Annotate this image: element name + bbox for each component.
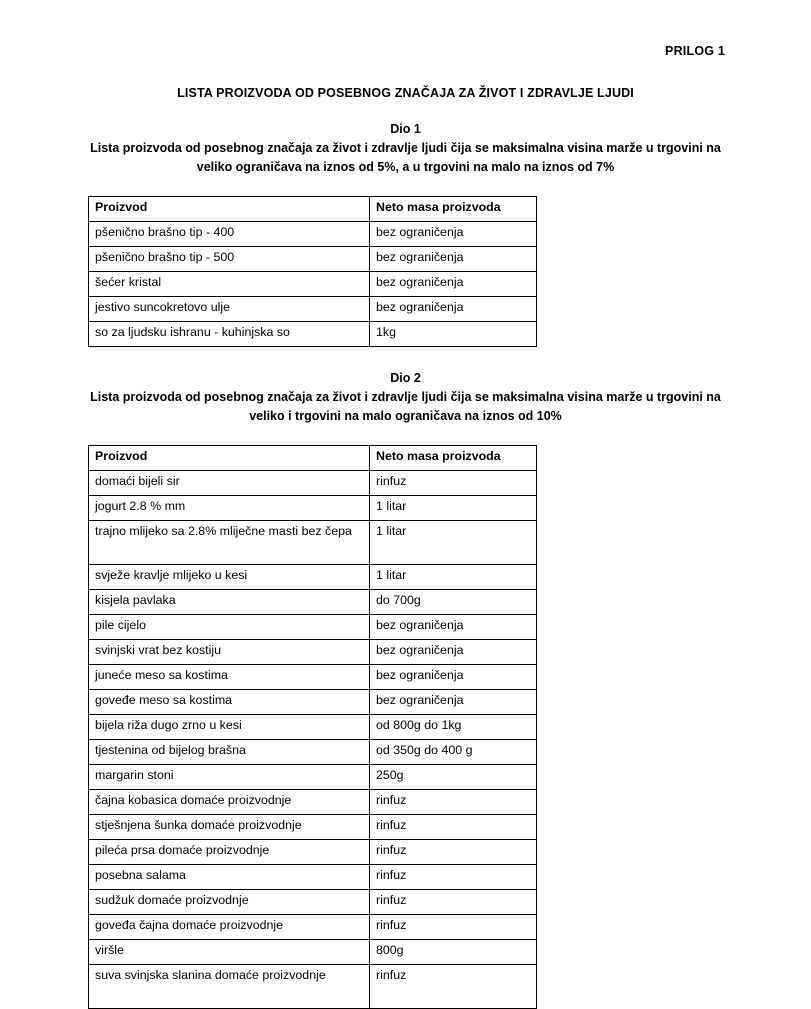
table-row (89, 915, 537, 940)
section-description-2: Lista proizvoda od posebnog značaja za život i zdravlje ljudi čija se maksimalna visina marže u trgovini na veliko i trgovini na malo ograničava na iznos od 10% (90, 390, 721, 423)
cell-net-mass: rinfuz (370, 840, 537, 865)
column-header-product: Proizvod (89, 446, 370, 471)
table-row (89, 322, 537, 347)
table-row (89, 565, 537, 590)
cell-net-mass: rinfuz (370, 890, 537, 915)
cell-product-name: kisjela pavlaka (89, 590, 370, 615)
cell-product-name: viršle (89, 940, 370, 965)
cell-product-name: pšenično brašno tip - 400 (89, 222, 370, 247)
cell-net-mass: bez ograničenja (370, 690, 537, 715)
table-row (89, 690, 537, 715)
section-dio-2 (0, 371, 811, 1009)
cell-net-mass: 1 litar (370, 496, 537, 521)
table-wrapper-2 (0, 445, 811, 1009)
cell-net-mass: rinfuz (370, 815, 537, 840)
annex-label: PRILOG 1 (665, 44, 725, 58)
cell-product-name: svinjski vrat bez kostiju (89, 640, 370, 665)
cell-net-mass: 1 litar (370, 521, 537, 565)
table-row (89, 665, 537, 690)
table-wrapper-1 (0, 196, 811, 347)
cell-product-name: goveđe meso sa kostima (89, 690, 370, 715)
cell-product-name: trajno mlijeko sa 2.8% mliječne masti bez čepa (89, 521, 370, 565)
table-row (89, 590, 537, 615)
cell-product-name: bijela riža dugo zrno u kesi (89, 715, 370, 740)
table-row (89, 615, 537, 640)
column-header-mass: Neto masa proizvoda (370, 197, 537, 222)
cell-product-name: margarin stoni (89, 765, 370, 790)
cell-product-name: so za ljudsku ishranu - kuhinjska so (89, 322, 370, 347)
cell-product-name: pšenično brašno tip - 500 (89, 247, 370, 272)
cell-net-mass: do 700g (370, 590, 537, 615)
table-row (89, 222, 537, 247)
product-table-2 (88, 445, 537, 1009)
table-row (89, 272, 537, 297)
table-row (89, 297, 537, 322)
section-description-1: Lista proizvoda od posebnog značaja za život i zdravlje ljudi čija se maksimalna visina marže u trgovini na veliko ograničava na iznos od 5%, a u trgovini na malo na iznos od 7% (90, 141, 721, 174)
cell-product-name: jestivo suncokretovo ulje (89, 297, 370, 322)
cell-product-name: pile cijelo (89, 615, 370, 640)
cell-net-mass: bez ograničenja (370, 272, 537, 297)
cell-net-mass: rinfuz (370, 915, 537, 940)
table-row (89, 740, 537, 765)
cell-net-mass: bez ograničenja (370, 640, 537, 665)
table-header-row (89, 446, 537, 471)
cell-product-name: suva svinjska slanina domaće proizvodnje (89, 965, 370, 1009)
cell-product-name: stješnjena šunka domaće proizvodnje (89, 815, 370, 840)
table-row (89, 765, 537, 790)
cell-product-name: pileća prsa domaće proizvodnje (89, 840, 370, 865)
cell-net-mass: bez ograničenja (370, 222, 537, 247)
cell-net-mass: rinfuz (370, 471, 537, 496)
cell-net-mass: rinfuz (370, 865, 537, 890)
section-number-2: Dio 2 (390, 371, 421, 385)
table-row (89, 715, 537, 740)
table-row (89, 640, 537, 665)
table-row (89, 521, 537, 565)
table-row (89, 815, 537, 840)
table-row (89, 890, 537, 915)
table-row (89, 865, 537, 890)
cell-net-mass: rinfuz (370, 965, 537, 1009)
column-header-mass: Neto masa proizvoda (370, 446, 537, 471)
table-row (89, 840, 537, 865)
cell-net-mass: 1kg (370, 322, 537, 347)
cell-net-mass: 800g (370, 940, 537, 965)
table-row (89, 790, 537, 815)
annex-header (0, 0, 811, 60)
cell-net-mass: od 350g do 400 g (370, 740, 537, 765)
cell-product-name: posebna salama (89, 865, 370, 890)
table-row (89, 496, 537, 521)
page-title: LISTA PROIZVODA OD POSEBNOG ZNAČAJA ZA ŽIVOT I ZDRAVLJE LJUDI (177, 86, 634, 100)
cell-net-mass: 1 litar (370, 565, 537, 590)
cell-product-name: domaći bijeli sir (89, 471, 370, 496)
cell-product-name: juneće meso sa kostima (89, 665, 370, 690)
cell-net-mass: rinfuz (370, 790, 537, 815)
cell-net-mass: 250g (370, 765, 537, 790)
cell-product-name: goveđa čajna domaće proizvodnje (89, 915, 370, 940)
cell-net-mass: bez ograničenja (370, 297, 537, 322)
cell-product-name: svježe kravlje mlijeko u kesi (89, 565, 370, 590)
cell-product-name: jogurt 2.8 % mm (89, 496, 370, 521)
table-row (89, 471, 537, 496)
table-header-row (89, 197, 537, 222)
table-row (89, 940, 537, 965)
cell-net-mass: bez ograničenja (370, 665, 537, 690)
cell-product-name: sudžuk domaće proizvodnje (89, 890, 370, 915)
table-row (89, 247, 537, 272)
cell-product-name: šećer kristal (89, 272, 370, 297)
cell-product-name: čajna kobasica domaće proizvodnje (89, 790, 370, 815)
section-dio-1 (0, 122, 811, 347)
section-number-1: Dio 1 (390, 122, 421, 136)
column-header-product: Proizvod (89, 197, 370, 222)
cell-product-name: tjestenina od bijelog brašna (89, 740, 370, 765)
product-table-1 (88, 196, 537, 347)
cell-net-mass: bez ograničenja (370, 615, 537, 640)
table-row (89, 965, 537, 1009)
cell-net-mass: bez ograničenja (370, 247, 537, 272)
cell-net-mass: od 800g do 1kg (370, 715, 537, 740)
